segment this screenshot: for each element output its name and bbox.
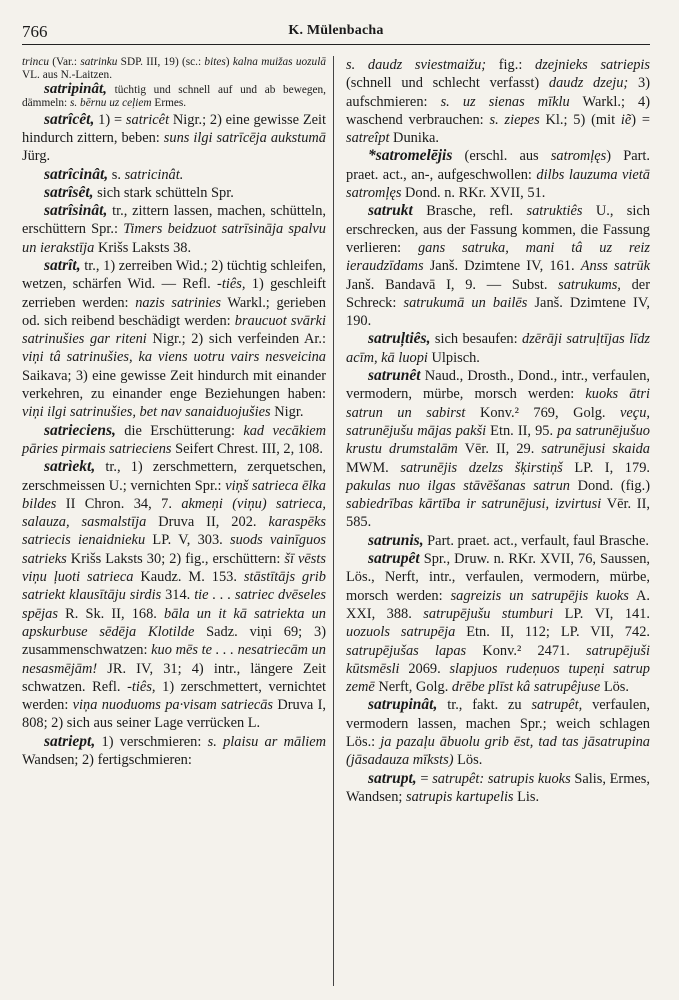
- example-text: tie . . . satriec dvēseles spējas: [22, 587, 326, 622]
- entry-text: Nigr.; 2) eine gewisse Zeit hindurch zittern, beben:: [22, 111, 326, 146]
- example-text: satrupējušu stumburi: [423, 605, 554, 622]
- example-text: suns ilgi satrīcēja aukstumā: [163, 129, 326, 146]
- dictionary-entry: [346, 147, 650, 202]
- entry-text: sich besaufen:: [430, 331, 523, 348]
- example-text: satricinât.: [124, 166, 184, 183]
- entry-text: Warkl.; 4) waschend verbrauchen:: [346, 93, 650, 128]
- dictionary-entry: [22, 56, 326, 83]
- entry-text: Sadz. viņi 69; 3) zusammenschwatzen:: [22, 623, 326, 659]
- example-text: suods vainīguos satrieks: [22, 532, 326, 567]
- example-text: kuo mēs te . . . nesatriecām un nesasmējām!: [22, 642, 326, 677]
- entry-headword: satrît,: [44, 257, 81, 274]
- dictionary-entry: [346, 770, 650, 807]
- entry-text: tr., 1) zerreiben Wid.; 2) tüchtig schleifen, wetzen, schärfen Wid. — Refl.: [22, 258, 326, 293]
- entry-text: ): [225, 56, 233, 68]
- entry-headword: satruļtiês,: [368, 330, 431, 348]
- entry-text: LP. V, 303.: [145, 532, 230, 549]
- entry-text: 1) verschmieren:: [95, 733, 208, 750]
- entry-text: Jürg.: [22, 148, 51, 165]
- example-text: satrukumā un bailēs: [403, 294, 528, 311]
- example-text: gans satruka, mani tâ uz reiz ieraudzīdams: [346, 239, 650, 275]
- example-text: iẽ: [620, 111, 632, 128]
- entry-headword: satrunêt: [368, 367, 421, 385]
- entry-text: Janš. Dzimtene IV, 161.: [423, 258, 581, 275]
- entry-headword: satrupt,: [368, 769, 417, 787]
- example-text: viņa nuoduoms pa·visam satriecās: [72, 697, 274, 714]
- example-text: s. bērnu uz ceļiem: [70, 97, 152, 110]
- example-text: kalna muižas uozulā: [232, 56, 326, 68]
- example-text: šī vēsts viņu ļuoti satrieca: [22, 550, 327, 586]
- dictionary-entry: [22, 111, 326, 166]
- entry-text: Nerft, Golg.: [374, 679, 452, 696]
- entry-headword: satrîcinât,: [44, 165, 109, 183]
- example-text: ja pazaļu ābuolu grib ēst, tad tas jāsatrupina (jāsadauza mīksts): [346, 733, 650, 769]
- left-column: [22, 56, 326, 769]
- entry-text: Spr., Druw. n. RKr. XVII, 76, Saussen, Lös., Nerft, intr., verfaulen, vermodern, mürbe, morsch werden:: [346, 551, 650, 604]
- example-text: satricêt: [125, 111, 170, 128]
- dictionary-entry: [346, 330, 650, 367]
- entry-text: SDP. III, 19) (sc.:: [117, 56, 205, 68]
- example-text: s. uz sienas mīklu: [440, 93, 570, 110]
- dictionary-entry: [22, 257, 326, 422]
- entry-text: der Schreck:: [346, 276, 650, 311]
- example-text: bites: [204, 56, 226, 68]
- entry-text: 1) =: [94, 111, 126, 128]
- example-text: satrukums,: [558, 276, 621, 293]
- example-text: pa satrunējušuo krustu drumstalām: [346, 422, 650, 458]
- example-text: bāla un it kā satriekta un apskurbuse sēdēja Klotilde: [22, 605, 326, 640]
- example-text: Timers beidzuot satrīsināja spalvu un ierakstīja: [22, 221, 326, 256]
- example-text: sabiedrības kārtība ir satrunējusi, izvirtusi: [346, 496, 602, 513]
- entry-text: Saikava; 3) eine gewisse Zeit hindurch mit einander verkehren, zu einander enge Beziehungen haben:: [22, 367, 326, 403]
- example-text: dilbs lauzuma vietā satromļęs: [346, 166, 651, 202]
- entry-headword: satrunis,: [368, 531, 424, 549]
- dictionary-entry: [346, 550, 650, 696]
- entry-text: Kl.; 5) (mit: [539, 111, 621, 128]
- example-text: Anss satrūk: [580, 258, 651, 275]
- example-text: dzērāji satruļtījas līdz acīm, kā luopi: [346, 331, 650, 366]
- entry-text: Nigr.; 2) sich verfeinden Ar.:: [146, 331, 326, 348]
- entry-text: Druva I, 808; 2) sich aus seiner Lage verrücken L.: [22, 697, 326, 732]
- entry-text: Kaudz. M. 153.: [133, 569, 244, 586]
- entry-text: LP. I, 179.: [562, 459, 650, 476]
- example-text: uozuols satrupēja: [346, 624, 456, 641]
- example-text: satrupējušas lapas: [346, 642, 467, 659]
- entry-text: Konv.² 2471.: [466, 642, 587, 659]
- entry-text: MWM.: [346, 459, 401, 476]
- example-text: satrinku: [80, 56, 118, 68]
- entry-headword: satrìekt,: [44, 458, 96, 476]
- entry-text: (schnell und schlecht verfasst): [346, 75, 549, 92]
- entry-text: R. Sk. II, 168.: [57, 605, 165, 622]
- dictionary-entry: [346, 202, 650, 330]
- entry-text: A. XXI, 388.: [346, 587, 651, 622]
- example-text: trincu: [22, 56, 49, 68]
- example-text: -tiês,: [127, 678, 156, 695]
- entry-text: Nigr.: [270, 404, 304, 421]
- entry-text: VL. aus N.-Laitzen.: [22, 69, 113, 82]
- entry-text: Janš. Dzimtene IV, 190.: [346, 294, 650, 330]
- entry-text: Krišs Laksts 38.: [94, 239, 192, 256]
- example-text: slapjuos rudeņuos tupeņi satrup zemē: [346, 660, 651, 696]
- example-text: braucuot svārki satrinušies gar riteni: [22, 312, 326, 348]
- entry-text: Ulpisch.: [427, 349, 480, 366]
- dictionary-entry: [22, 80, 326, 111]
- entry-text: sich stark schütteln Spr.: [93, 184, 234, 201]
- entry-text: Druva II, 202.: [146, 514, 269, 531]
- dictionary-entry: [346, 56, 650, 147]
- dictionary-entry: [346, 696, 650, 769]
- entry-text: tüchtig und schnell auf und ab bewegen, dämmeln:: [22, 83, 326, 110]
- example-text: veçu, satrunējušu mājas pakši: [346, 404, 650, 439]
- dictionary-entry: [22, 458, 326, 732]
- dictionary-entry: [346, 532, 650, 550]
- entry-text: Vēr. II, 29.: [457, 441, 542, 458]
- entry-text: U., sich erschrecken, aus der Fassung kommen, die Fassung verlieren:: [346, 203, 650, 256]
- example-text: satrunējis dzelzs šķirstiņš: [400, 459, 563, 476]
- entry-text: Lis.: [513, 788, 540, 805]
- entry-text: (Var.:: [49, 56, 81, 68]
- example-text: s. daudz sviestmaižu;: [346, 57, 487, 73]
- example-text: kuoks ātri satrun un sabirst: [346, 386, 651, 421]
- entry-text: fig.:: [486, 57, 536, 73]
- entry-headword: satriept,: [44, 732, 96, 750]
- entry-text: 2069.: [399, 660, 450, 677]
- entry-text: II Chron. 34, 7.: [56, 495, 182, 512]
- example-text: satromļęs: [550, 148, 607, 165]
- entry-text: =: [416, 770, 433, 787]
- example-text: karaspēks satriecis ienaidnieku: [22, 514, 326, 549]
- entry-text: Krišs Laksts 30; 2) fig., erschüttern:: [66, 550, 285, 567]
- entry-text: ) Part. praet. act., an-, aufgeschwollen:: [346, 148, 651, 183]
- entry-headword: satrîsinât,: [44, 202, 108, 220]
- entry-text: Etn. II, 95.: [486, 422, 558, 439]
- page-number: 766: [22, 22, 48, 41]
- example-text: stāstītājs grib satriekt klausītāju sirdis: [22, 569, 326, 604]
- example-text: satrupêt,: [531, 697, 583, 714]
- entry-headword: *satromelējis: [368, 147, 453, 165]
- example-text: akmeņi (viņu) satrieca, salauza, sasmalstīja: [22, 495, 326, 531]
- entry-text: Ermes.: [151, 97, 187, 110]
- entry-text: Warkl.; gerieben od. sich reibend beschädigt werden:: [22, 294, 326, 329]
- example-text: satrupis kartupelis: [406, 788, 514, 805]
- entry-text: Konv.² 769, Golg.: [465, 404, 621, 421]
- entry-text: LP. VI, 141.: [553, 605, 651, 622]
- right-column: [346, 56, 650, 806]
- entry-text: Janš. Bandavā I, 9. — Subst.: [346, 276, 559, 293]
- entry-text: 314.: [161, 587, 195, 604]
- example-text: s. ziepes: [489, 111, 540, 128]
- example-text: satrupējuši kūtsmēsli: [346, 642, 650, 677]
- entry-text: tr., fakt. zu: [437, 697, 532, 714]
- entry-text: verfaulen, vermodern lassen, machen Spr.; weich schlagen Lös.:: [346, 697, 650, 750]
- entry-text: tr., zittern lassen, machen, schütteln, erschüttern Spr.:: [22, 203, 326, 238]
- entry-headword: satrîsêt,: [44, 183, 94, 201]
- dictionary-entry: [22, 184, 326, 202]
- column-divider: [333, 56, 334, 986]
- entry-text: Lös.: [453, 752, 483, 769]
- running-head: K. Mülenbacha: [288, 23, 384, 38]
- example-text: sagreizis un satrupējis kuoks: [450, 587, 629, 604]
- entry-text: Etn. II, 112; LP. VII, 742.: [455, 624, 650, 641]
- example-text: dzejnieks satriepis: [535, 57, 651, 73]
- entry-text: ) =: [631, 111, 651, 128]
- entry-headword: satrîcêt,: [44, 110, 95, 128]
- example-text: daudz dzeju;: [548, 75, 629, 92]
- example-text: nazis satrinies: [135, 294, 222, 311]
- entry-text: Dond. (fig.): [570, 477, 650, 494]
- entry-text: Naud., Drosth., Dond., intr., verfaulen, vermodern, mürbe, morsch werden:: [346, 368, 650, 403]
- entry-text: Salis, Ermes, Wandsen;: [346, 770, 650, 805]
- entry-text: die Erschütterung:: [115, 422, 244, 439]
- example-text: satrupêt: satrupis kuoks: [432, 770, 571, 787]
- entry-text: Dunika.: [389, 130, 440, 147]
- entry-headword: satrupinât,: [368, 696, 438, 714]
- example-text: satruktiês: [526, 203, 583, 220]
- entry-text: 1) geschleift zerrieben werden:: [22, 276, 327, 311]
- entry-text: (erschl. aus: [452, 148, 551, 165]
- entry-text: Brasche, refl.: [412, 203, 527, 220]
- entry-text: 3) aufschmieren:: [346, 75, 650, 110]
- entry-text: Seifert Chrest. III, 2, 108.: [171, 440, 323, 457]
- entry-headword: satripinât,: [44, 80, 107, 97]
- dictionary-entry: [22, 733, 326, 770]
- entry-text: 1) zerschmettert, vernichtet werden:: [22, 678, 326, 714]
- entry-headword: satrieciens,: [44, 421, 116, 439]
- example-text: satreîpt: [346, 130, 390, 147]
- entry-text: s.: [108, 166, 125, 183]
- example-text: s. plaisu ar māliem: [207, 733, 326, 750]
- dictionary-entry: [22, 422, 326, 459]
- page-header: [22, 20, 650, 45]
- entry-text: JR. IV, 31; 4) intr., längere Zeit schwatzen. Refl.: [22, 660, 326, 695]
- entry-text: Part. praet. act., verfault, faul Brasche.: [423, 532, 649, 549]
- example-text: kad vecākiem pāries pirmais satrieciens: [22, 422, 326, 457]
- example-text: pakulas nuo ilgas stāvēšanas satrun: [346, 477, 570, 494]
- example-text: viņi tâ satrinušies, ka viens uotru vairs nesveicina: [22, 349, 326, 366]
- example-text: drēbe plīst kâ satrupêjuse: [451, 679, 601, 696]
- example-text: viņš satrieca ēlka bildes: [22, 477, 326, 512]
- dictionary-entry: [22, 166, 326, 184]
- entry-text: Lös.: [600, 679, 630, 696]
- entry-text: tr., 1) zerschmettern, zerquetschen, zerschmeissen U.; vernichten Spr.:: [22, 459, 326, 494]
- example-text: satrunējusi skaida: [541, 441, 650, 458]
- entry-text: Dond. n. RKr. XVII, 51.: [401, 185, 546, 202]
- entry-text: Wandsen; 2) fertigschmieren:: [22, 752, 192, 769]
- dictionary-entry: [346, 367, 650, 532]
- entry-headword: satrupêt: [368, 550, 420, 568]
- entry-text: Vēr. II, 585.: [346, 496, 650, 531]
- dictionary-entry: [22, 202, 326, 257]
- example-text: viņi ilgi satrinušies, bet nav sanaiduojušies: [22, 404, 271, 421]
- entry-headword: satrukt: [368, 202, 413, 220]
- example-text: -tiês,: [217, 276, 246, 293]
